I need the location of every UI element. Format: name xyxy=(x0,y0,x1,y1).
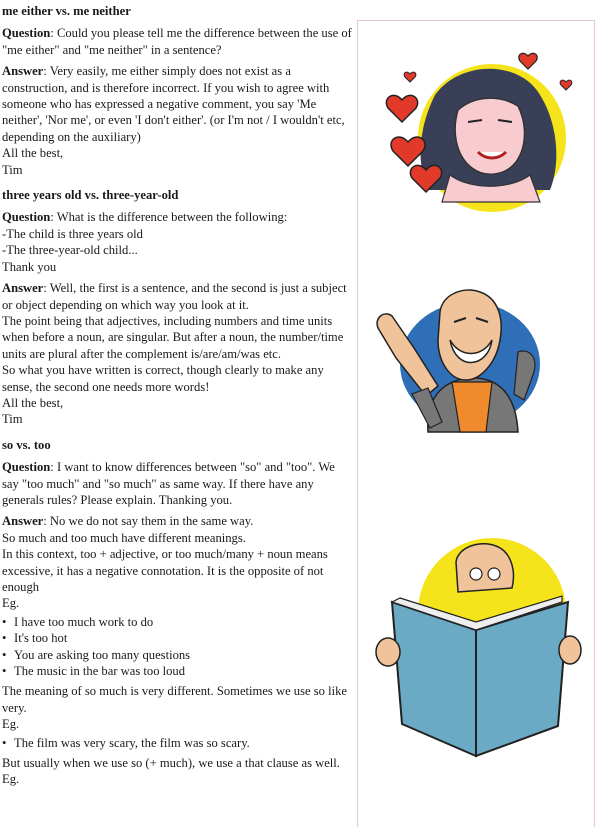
question-label: Question xyxy=(2,210,51,225)
question-text: : I want to know differences between "so" and "too". We say "too much" and "so much" as same way. If there have any generals rules? Please explain. Thanking you. xyxy=(2,460,335,507)
answer-line: Eg. xyxy=(2,772,20,787)
answer-line: So much and too much have different meanings. xyxy=(2,530,246,545)
signature: Tim xyxy=(2,412,23,427)
answer-paragraph xyxy=(2,280,352,313)
question-label: Question xyxy=(2,460,51,475)
answer-line: So what you have written is correct, though clearly to make any sense, the second one needs more words! xyxy=(2,363,324,394)
example-list xyxy=(2,735,352,751)
answer-line: But usually when we use so (+ much), we use a that clause as well. xyxy=(2,756,340,771)
answer-text: : Well, the first is a sentence, and the second is just a subject or object depending on which way you look at it. xyxy=(2,281,347,312)
list-item: • I have too much work to do xyxy=(2,614,352,630)
question-line: -The three-year-old child... xyxy=(2,243,138,258)
question-label: Question xyxy=(2,26,51,41)
section-title: me either vs. me neither xyxy=(2,4,131,18)
section-title: so vs. too xyxy=(2,437,51,452)
answer-paragraph xyxy=(2,513,352,529)
list-item: • The film was very scary, the film was so scary. xyxy=(2,735,352,751)
answer-label: Answer xyxy=(2,64,44,79)
answer-label: Answer xyxy=(2,514,44,529)
section-me-either xyxy=(2,3,352,178)
question-text: : What is the difference between the following: xyxy=(50,210,288,225)
qa-column xyxy=(2,3,352,788)
list-item: • The music in the bar was too loud xyxy=(2,663,352,679)
answer-line: Eg. xyxy=(2,717,20,732)
example-list xyxy=(2,614,352,680)
person-reading-book-illustration xyxy=(372,532,582,762)
list-item: • It's too hot xyxy=(2,630,352,646)
answer-text: : No we do not say them in the same way. xyxy=(43,514,254,529)
answer-line: In this context, too + adjective, or too much/many + noun means excessive, it has a negative connotation. It is the opposite of not enough xyxy=(2,547,328,594)
section-so-vs-too xyxy=(2,437,352,788)
woman-with-hearts-illustration xyxy=(380,40,580,215)
answer-line: Eg. xyxy=(2,596,20,611)
signature: Tim xyxy=(2,162,23,177)
answer-paragraph xyxy=(2,63,352,145)
question-paragraph xyxy=(2,459,352,508)
section-three-years-old xyxy=(2,187,352,428)
signoff: All the best, xyxy=(2,395,64,410)
answer-line: The meaning of so much is very different. Sometimes we use so like very. xyxy=(2,684,347,715)
question-paragraph xyxy=(2,25,352,58)
answer-label: Answer xyxy=(2,281,44,296)
question-paragraph xyxy=(2,209,352,225)
answer-line: The point being that adjectives, including numbers and time units when before a noun, are singular. But after a noun, the number/time units are plural after the complement is/are/am/was etc. xyxy=(2,313,344,361)
answer-text: : Very easily, me either simply does not exist as a construction, and is therefore incorrect. If you wish to agree with someone who has expressed a negative comment, you say 'Me neither', 'Nor me', or even 'I don't either'. (or I'm not / I wouldn't etc, depending on the auxiliary) xyxy=(2,64,345,144)
section-title: three years old vs. three-year-old xyxy=(2,188,179,203)
laughing-man-illustration xyxy=(368,282,568,442)
list-item: • You are asking too many questions xyxy=(2,647,352,663)
signoff: All the best, xyxy=(2,146,64,161)
question-line: -The child is three years old xyxy=(2,226,143,241)
question-line: Thank you xyxy=(2,259,57,274)
question-text: : Could you please tell me the difference between the use of "me either" and "me neither" in a sentence? xyxy=(2,26,352,57)
